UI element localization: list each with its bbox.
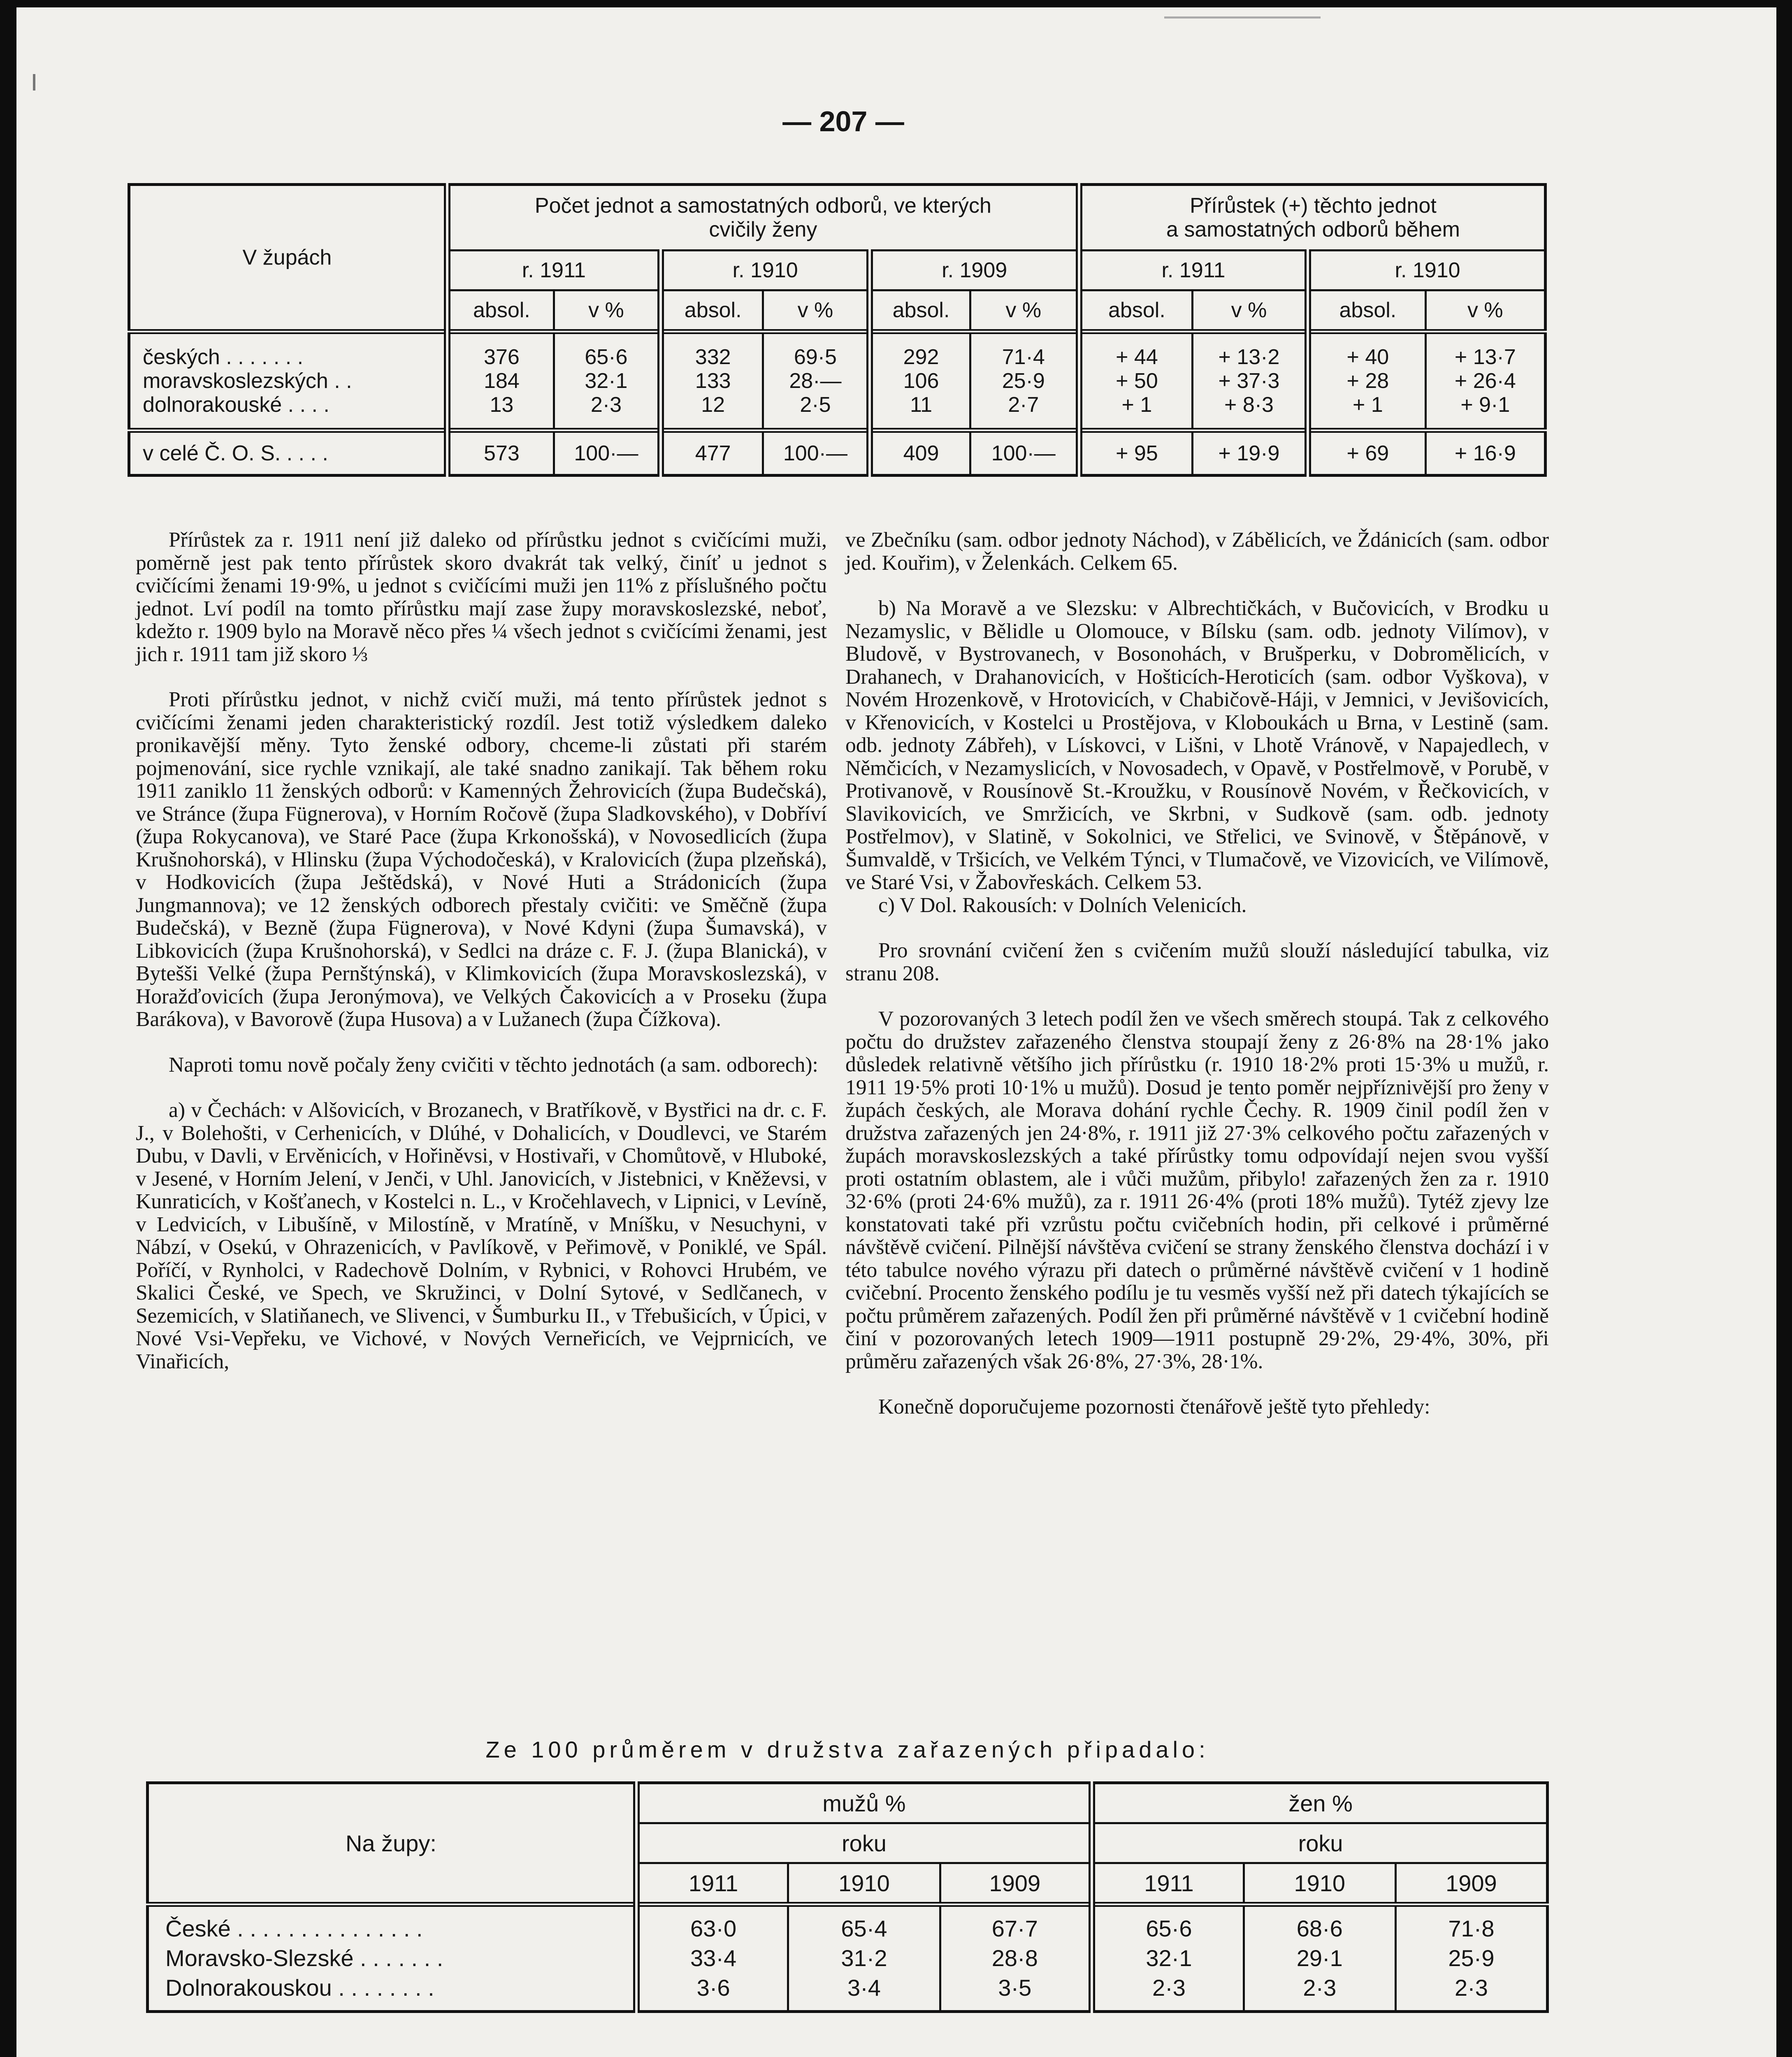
year-header: r. 1911 [447,251,661,290]
year-header: 1909 [940,1863,1092,1905]
year-header: r. 1910 [661,251,870,290]
table-cell: + 13·2 + 37·3 + 8·3 [1192,332,1308,430]
text-column-right [845,529,1549,1419]
paragraph: Naproti tomu nově počaly ženy cvičiti v těchto jednotách (a sam. odborech): [169,1053,818,1077]
subcol-header: v % [1192,290,1308,332]
table-prumer [146,1781,1549,2013]
year-header: r. 1909 [870,251,1079,290]
paragraph: c) V Dol. Rakousích: v Dolních Velenicích. [878,893,1247,917]
paragraph: Přírůstek za r. 1911 není již daleko od přírůstku jednot s cvičícími muži, poměrně jest pak tento přírůstek skoro dvakrát tak velký, činíť u jednot s cvičícími ženami 19·9%, u jednot s cvičícími muži jen 11% z příslušného počtu jednot. Lví podíl na tomto přírůstku mají zase župy moravskoslezské, neboť, kdežto r. 1909 bylo na Moravě něco přes ¼ všech jednot s cvičícími ženami, jest jich r. 1911 tam již skoro ⅓ [136,528,827,666]
total-cell: + 16·9 [1425,430,1545,476]
paragraph: Pro srovnání cvičení žen s cvičením mužů slouží následující tabulka, viz stranu 208. [845,939,1549,985]
paragraph: V pozorovaných 3 letech podíl žen ve všech směrech stoupá. Tak z celkového počtu do družstev zařazeného členstva stoupají ženy z 26·8% na 28·1% jako důsledek relativně většího jich přírůstku (r. 1910 18·2% proti 15·3% u mužů, r. 1911 19·5% proti 10·1% u mužů). Dosud je tento poměr nejpříznivější pro ženy v župách českých, ale Morava dohání rychle Čechy. R. 1909 činil podíl žen v družstva zařazených jen 24·8%, r. 1911 již 27·3% celkového počtu zařazených v župách moravskoslezských a také přírůstky tomu odpovídají nejen svou vyšší proti ostatním oblastem, ale i vůči mužům, přibylo! zařazených žen za r. 1910 32·6% (proti 24·6% mužů), za r. 1911 26·4% (proti 18% mužů). Tytéž zjevy lze konstatovati také při vzrůstu počtu cvičebních hodin, při celkové i průměrné návštěvě cvičení. Pilnější návštěva cvičení se strany ženského členstva dochází i v této tabulce nového výrazu při datech o průměrné návštěvě cvičení v 1 hodině cvičební. Procento ženského podílu je tu vesměs vyšší než při datech týkajících se počtu průměrem zařazených. Podíl žen při průměrné návštěvě v 1 cvičební hodině činí v pozorovaných letech 1909—1911 postupně 29·2%, 29·4%, 30%, při průměru zařazených však 26·8%, 27·3%, 28·1%. [845,1007,1549,1373]
table-cell: + 40 + 28 + 1 [1308,332,1425,430]
stub-header: Na župy: [148,1783,636,1905]
table-cell: 65·6 32·1 2·3 [1092,1904,1244,2011]
roku-label: roku [1092,1823,1547,1863]
table-cell: 71·8 25·9 2·3 [1395,1904,1547,2011]
scan-mark [33,74,35,91]
subcol-header: absol. [447,290,554,332]
group2-header: Přírůstek (+) těchto jednot a samostatných odborů během [1079,185,1546,251]
year-header: r. 1911 [1079,251,1308,290]
paragraph: Proti přírůstku jednot, v nichž cvičí muži, má tento přírůstek jednot s cvičícími ženami jeden charakteristický rozdíl. Jest totiž výsledkem daleko pronikavější měny. Tyto ženské odbory, chceme-li zůstati při starém pojmenování, sice rychle vznikají, ale také snadno zanikají. Tak během roku 1911 zaniklo 11 ženských odborů: v Kamenných Žehrovicích (župa Budečská), ve Stránce (župa Fügnerova), v Horním Ročově (župa Sladkovského), v Dobříví (župa Rokycanova), ve Staré Pace (župa Krkonošská), v Novosedlicích (župa Krušnohorská), v Hlinsku (župa Východočeská), v Kralovicích (župa plzeňská), v Hodkovicích (župa Ještědská), v Nové Huti a Strádonicích (župa Jungmannova); ve 12 ženských odborech přestaly cvičiti: ve Směčně (župa Budečská), v Bezně (župa Fügnerova), v Nové Kdyni (župa Šumavská), v Libkovicích (župa Krušnohorská), v Sedlci na dráze c. F. J. (župa Blanická), v Bytešši Velké (župa Pernštýnská), v Klimkovicích (župa Moravskoslezská), v Horažďovicích (župa Jeronýmova), ve Velkých Čakovicích a v Proseku (župa Barákova), v Bavorově (župa Husova) a v Lužanech (župa Čížkova). [136,688,827,1031]
table-cell: 69·5 28·— 2·5 [763,332,870,430]
roku-label: roku [636,1823,1092,1863]
paragraph: b) Na Moravě a ve Slezsku: v Albrechtičkách, v Bučovicích, v Brodku u Nezamyslic, v Bělidle u Olomouce, v Bílsku (sam. odb. jednoty Vilímov), v Bludově, v Bystrovanech, v Bosonohách, v Brušperku, v Dobromělicích, v Drahanech, v Drahanovicích, v Hošticích-Heroticích (sam. odbor Vyškova), v Novém Hrozenkově, v Hrotovicích, v Chabičově-Háji, v Jemnici, v Jevišovicích, v Křenovicích, v Kostelci u Prostějova, v Kloboukách u Brna, v Lestině (sam. odb. jednoty Zábřeh), v Lískovci, v Lišni, v Lhotě Vránově, v Napajedlech, v Němčicích, v Nezamyslicích, v Novosadech, v Opavě, v Postřelmově, v Porubě, v Protivanově, v Rousínově St.-Kroužku, v Rousínově Novém, v Řečkovicích, v Slavikovicích, ve Smržicích, ve Skrbni, v Sudkově (sam. odb. jednoty Postřelmov), v Slatině, v Sokolnici, ve Střelici, ve Svinově, v Štěpánově, v Šumvaldě, v Tršicích, ve Velkém Týnci, v Tlumačově, ve Vizovicích, ve Vilímově, ve Staré Vsi, v Žabovřeskách. Celkem 53. [845,597,1549,894]
group-header-zen: žen % [1092,1783,1547,1823]
total-cell: 573 [447,430,554,476]
scan-mark [1164,16,1321,19]
group1-header: Počet jednot a samostatných odborů, ve kterých cvičily ženy [447,185,1079,251]
subcol-header: v % [554,290,661,332]
total-cell: 100·— [970,430,1079,476]
table-cell: 376 184 13 [447,332,554,430]
total-cell: 100·— [554,430,661,476]
table-cell: 332 133 12 [661,332,763,430]
table-cell: 71·4 25·9 2·7 [970,332,1079,430]
row-labels: českých . . . . . . . moravskoslezských . . dolnorakouské . . . . [129,332,447,430]
table-cell: 292 106 11 [870,332,970,430]
total-label: v celé Č. O. S. . . . . [129,430,447,476]
total-cell: + 69 [1308,430,1425,476]
year-header: 1909 [1395,1863,1547,1905]
table-cell: 65·4 31·2 3·4 [788,1904,940,2011]
table-jednoty [128,183,1547,477]
total-cell: 477 [661,430,763,476]
subcol-header: absol. [1308,290,1425,332]
paragraph: ve Zbečníku (sam. odbor jednoty Náchod), v Zábělicích, ve Ždánicích (sam. odbor jed. Kouřim), v Želenkách. Celkem 65. [845,528,1549,575]
year-header: 1911 [636,1863,788,1905]
page-number: — 207 — [782,105,904,137]
table-cell: 63·0 33·4 3·6 [636,1904,788,2011]
paragraph: Konečně doporučujeme pozornosti čtenářově ještě tyto přehledy: [878,1395,1430,1419]
subcol-header: v % [763,290,870,332]
subcol-header: v % [970,290,1079,332]
table-cell: 67·7 28·8 3·5 [940,1904,1092,2011]
year-header: 1910 [1244,1863,1395,1905]
subcol-header: absol. [870,290,970,332]
text-column-left [136,529,827,1373]
year-header: r. 1910 [1308,251,1545,290]
total-cell: + 19·9 [1192,430,1308,476]
table-cell: 65·6 32·1 2·3 [554,332,661,430]
year-header: 1910 [788,1863,940,1905]
subcol-header: absol. [1079,290,1192,332]
total-cell: 100·— [763,430,870,476]
total-cell: 409 [870,430,970,476]
table-title: Ze 100 průměrem v družstva zařazených připadalo: [485,1737,1209,1762]
subcol-header: absol. [661,290,763,332]
paragraph: a) v Čechách: v Alšovicích, v Brozanech, v Bratříkově, v Bystřici na dr. c. F. J., v Bolehošti, v Cerhenicích, v Dlúhé, v Dohalicích, v Doudlevci, ve Starém Dubu, v Davli, v Ervěnicích, v Hořiněvsi, v Hostivaři, v Chomůtově, v Hluboké, v Jesené, v Horním Jelení, v Jenči, v Uhl. Janovicích, v Jistebnici, v Kněževsi, v Kunraticích, v Košťanech, v Kostelci n. L., v Kročehlavech, v Lipnici, v Levíně, v Ledvicích, v Libušíně, v Milostíně, v Mratíně, v Mníšku, v Nesuchyni, v Nábzí, v Osekú, v Ohrazenicích, v Pavlíkově, v Peřimově, v Poniklé, ve Spál. Poříčí, v Rynholci, v Radechově Dolním, v Rybnici, v Rohovci Hrubém, ve Skalici České, ve Spech, ve Skružinci, v Dolní Sytové, v Sedlčanech, v Sezemicích, v Slatiňanech, ve Slivenci, v Šumburku II., v Třebušicích, v Úpici, v Nové Vsi-Vepřeku, ve Vichové, v Nových Verneřicích, ve Vejprnicích, ve Vinařicích, [136,1098,827,1373]
year-header: 1911 [1092,1863,1244,1905]
stub-header: V župách [129,185,447,332]
table-cell: 68·6 29·1 2·3 [1244,1904,1395,2011]
total-cell: + 95 [1079,430,1192,476]
row-labels: České . . . . . . . . . . . . . . . Moravsko-Slezské . . . . . . . Dolnorakouskou . . . . . . . . [148,1904,636,2011]
table-cell: + 13·7 + 26·4 + 9·1 [1425,332,1545,430]
group-header-muzu: mužů % [636,1783,1092,1823]
subcol-header: v % [1425,290,1545,332]
table-cell: + 44 + 50 + 1 [1079,332,1192,430]
